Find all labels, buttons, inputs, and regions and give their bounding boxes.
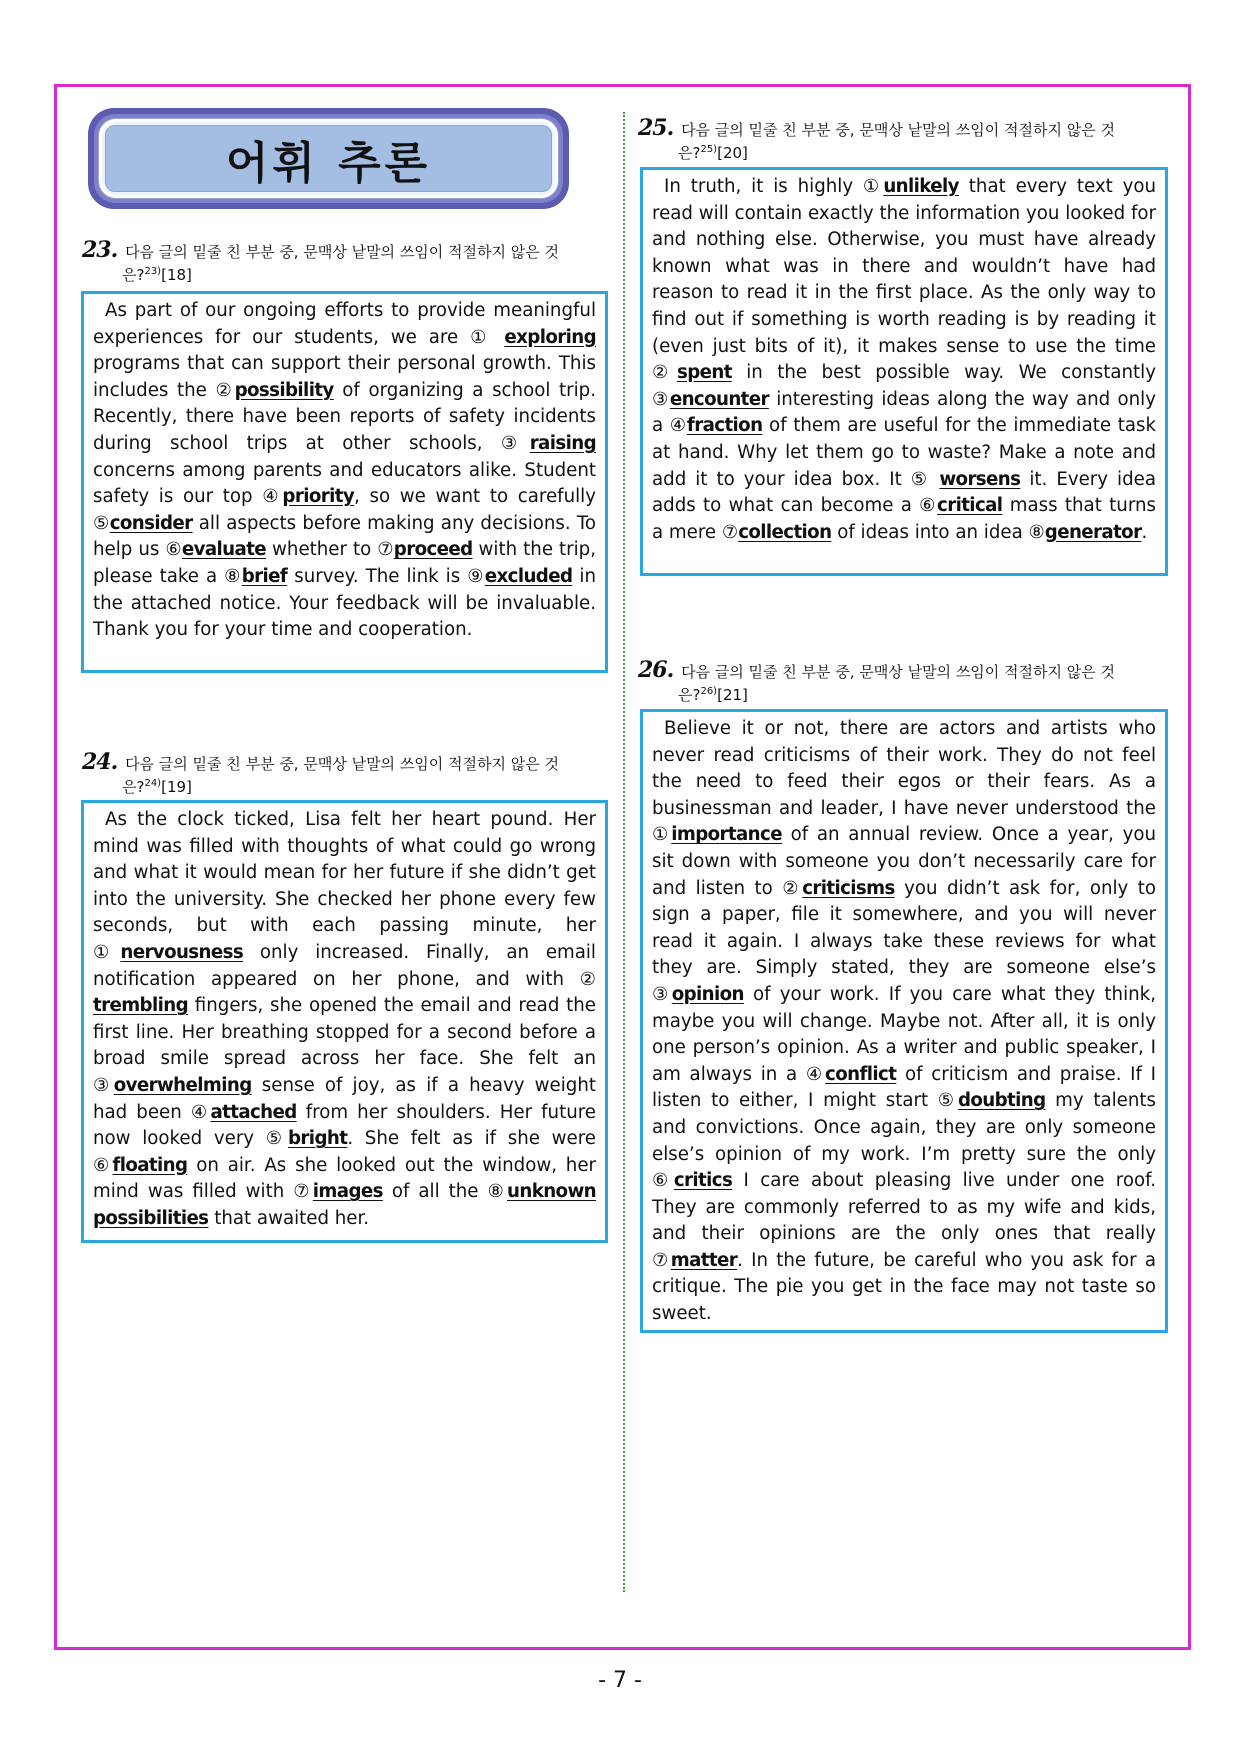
question-source: [19] bbox=[161, 778, 192, 796]
question-prompt-cont: 은? bbox=[678, 686, 701, 704]
footnote-ref[interactable]: 26) bbox=[700, 686, 718, 697]
column-divider bbox=[623, 112, 625, 1592]
passage-text: As the clock ticked, Lisa felt her heart pound. Her mind was filled with thoughts of what could go wrong and what it would mean for her future if she didn’t get into the university. She checked her phone every few seconds, but with each passing minute, her ①nervousness only increased. Finally, an email notification appeared on her phone, and with ② trembling fingers, she opened the email and read the first line. Her breathing stopped for a second before a broad smile spread across her face. She felt an ③overwhelming sense of joy, as if a heavy weight had been ④attached from her shoulders. Her future now looked very ⑤bright. She felt as if she were ⑥floating on air. As she looked out the window, her mind was filled with ⑦images of all the ⑧unknown possibilities that awaited her. bbox=[93, 809, 597, 1229]
underlined-word: conflict bbox=[825, 1063, 897, 1085]
underlined-word: possibility bbox=[234, 379, 334, 401]
question-number: 25. bbox=[638, 115, 674, 141]
underlined-word: encounter bbox=[669, 388, 769, 410]
question-prompt-cont: 은? bbox=[678, 144, 701, 162]
question-23-header bbox=[82, 237, 612, 285]
question-source: [21] bbox=[717, 686, 748, 704]
footnote-ref[interactable]: 23) bbox=[144, 266, 162, 277]
footnote-ref[interactable]: 25) bbox=[700, 144, 718, 155]
question-24-header bbox=[82, 749, 612, 797]
underlined-word: overwhelming bbox=[113, 1074, 252, 1096]
underlined-word: critics bbox=[673, 1170, 733, 1192]
underlined-word: priority bbox=[282, 486, 355, 508]
section-title-banner bbox=[88, 108, 569, 209]
section-title: 어휘 추론 bbox=[105, 125, 552, 192]
question-prompt-cont: 은? bbox=[122, 266, 145, 284]
question-prompt: 다음 글의 밑줄 친 부분 중, 문맥상 낱말의 쓰임이 적절하지 않은 것 bbox=[681, 663, 1116, 681]
underlined-word: doubting bbox=[957, 1090, 1046, 1112]
underlined-word: opinion bbox=[671, 983, 744, 1005]
underlined-word: attached bbox=[210, 1101, 297, 1123]
underlined-word: spent bbox=[676, 362, 732, 384]
underlined-word: bright bbox=[288, 1128, 348, 1150]
underlined-word: matter bbox=[670, 1249, 738, 1271]
underlined-word: excluded bbox=[484, 565, 573, 587]
question-prompt: 다음 글의 밑줄 친 부분 중, 문맥상 낱말의 쓰임이 적절하지 않은 것 bbox=[125, 243, 560, 261]
passage-text: Believe it or not, there are actors and artists who never read criticisms of their work. They do not feel the need to feed their egos or their fears. As a businessman and leader, I have never understood the ①importance of an annual review. Once a year, you sit down with someone you don’t necessarily care for and listen to ②criticisms you didn’t ask for, only to sign a paper, file it somewhere, and you will never read it again. I always take these reviews for what they are. Simply stated, they are someone else’s ③opinion of your work. If you care what they think, maybe you will change. Maybe not. After all, it is only one person’s opinion. As a writer and public speaker, I am always in a ④conflict of criticism and praise. If I listen to either, I might start ⑤doubting my talents and convictions. Once again, they are only someone else’s opinion of my work. I’m pretty sure the only ⑥critics I care about pleasing live under one roof. They are commonly referred to as my wife and kids, and their opinions are the only ones that really ⑦matter. In the future, be careful who you ask for a critique. The pie you get in the face may not taste so sweet. bbox=[652, 718, 1157, 1325]
question-24-passage bbox=[81, 800, 608, 1243]
underlined-word: fraction bbox=[686, 415, 763, 437]
underlined-word: collection bbox=[738, 521, 832, 543]
question-23-passage bbox=[81, 291, 608, 673]
page-number: - 7 - bbox=[598, 1668, 642, 1693]
question-25-passage bbox=[640, 167, 1168, 576]
underlined-word: trembling bbox=[93, 995, 189, 1017]
question-number: 26. bbox=[638, 657, 674, 683]
question-25-header bbox=[638, 115, 1168, 163]
underlined-word: critical bbox=[937, 495, 1003, 517]
question-source: [20] bbox=[717, 144, 748, 162]
underlined-word: raising bbox=[529, 432, 596, 454]
question-source: [18] bbox=[161, 266, 192, 284]
question-26-passage bbox=[640, 709, 1168, 1333]
underlined-word: brief bbox=[241, 565, 288, 587]
underlined-word: nervousness bbox=[120, 941, 244, 963]
question-prompt: 다음 글의 밑줄 친 부분 중, 문맥상 낱말의 쓰임이 적절하지 않은 것 bbox=[681, 121, 1116, 139]
question-prompt: 다음 글의 밑줄 친 부분 중, 문맥상 낱말의 쓰임이 적절하지 않은 것 bbox=[125, 755, 560, 773]
passage-text: In truth, it is highly ①unlikely that every text you read will contain exactly the information you looked for and nothing else. Otherwise, you must have already known what was in there and wouldn’t have had reason to read it in the first place. As the only way to find out if something is worth reading is by reading it (even just bits of it), it makes sense to use the time ②spent in the best possible way. We constantly ③encounter interesting ideas along the way and only a ④fraction of them are useful for the immediate task at hand. Why let them go to waste? Make a note and add it to your idea box. It ⑤ worsens it. Every idea adds to what can become a ⑥critical mass that turns a mere ⑦collection of ideas into an idea ⑧generator. bbox=[652, 176, 1156, 543]
underlined-word: evaluate bbox=[181, 539, 267, 561]
underlined-word: proceed bbox=[393, 539, 473, 561]
underlined-word: consider bbox=[109, 512, 193, 534]
underlined-word: floating bbox=[112, 1154, 188, 1176]
passage-text: As part of our ongoing efforts to provide meaningful experiences for our students, we are ① exploring programs that can support their personal growth. This includes the ②possibility of organizing a school trip. Recently, there have been reports of safety incidents during school trips at other schools, ③raising concerns among parents and educators alike. Student safety is our top ④priority, so we want to carefully ⑤consider all aspects before making any decisions. To help us ⑥evaluate whether to ⑦proceed with the trip, please take a ⑧brief survey. The link is ⑨excluded in the attached notice. Your feedback will be invaluable. Thank you for your time and cooperation. bbox=[93, 300, 597, 641]
underlined-word: importance bbox=[671, 824, 782, 846]
underlined-word: generator bbox=[1044, 521, 1142, 543]
question-number: 24. bbox=[82, 749, 118, 775]
underlined-word: worsens bbox=[939, 468, 1021, 490]
underlined-word: criticisms bbox=[802, 877, 895, 899]
underlined-word: images bbox=[312, 1181, 383, 1203]
question-26-header bbox=[638, 657, 1168, 705]
question-prompt-cont: 은? bbox=[122, 778, 145, 796]
underlined-word: unknown possibilities bbox=[93, 1181, 596, 1229]
underlined-word: unlikely bbox=[883, 176, 959, 197]
underlined-word: exploring bbox=[504, 326, 596, 348]
question-number: 23. bbox=[82, 237, 118, 263]
footnote-ref[interactable]: 24) bbox=[144, 778, 162, 789]
